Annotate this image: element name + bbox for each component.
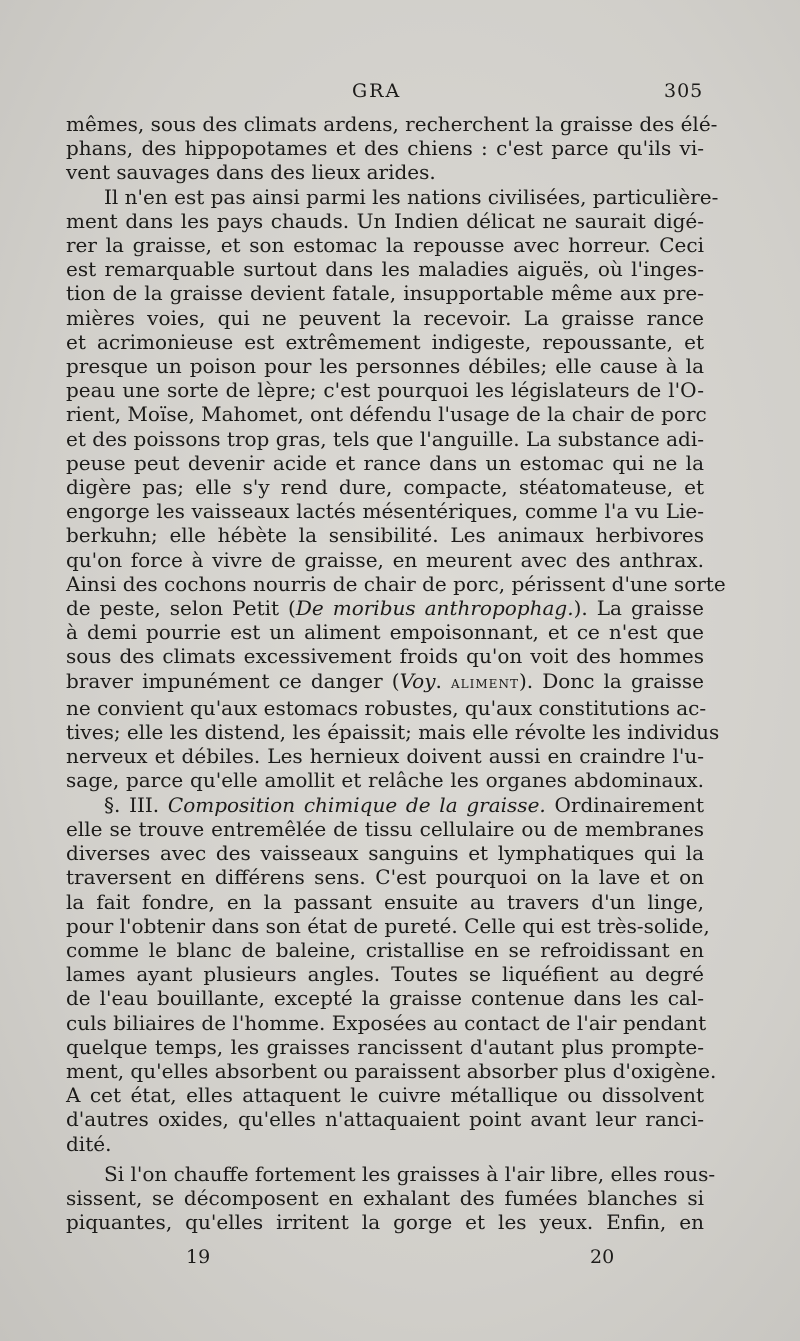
text-line: et acrimonieuse est extrêmement indigeste, repoussante, et — [66, 329, 704, 354]
text-line: engorge les vaisseaux lactés mésentériques, comme l'a vu Lie- — [66, 499, 704, 524]
text-segment: de peste, selon Petit ( — [66, 596, 296, 621]
text-line: A cet état, elles attaquent le cuivre métallique ou dissolvent — [66, 1083, 704, 1108]
text-line: quelque temps, les graisses rancissent d'autant plus prompte- — [66, 1034, 704, 1059]
text-segment: braver impunément ce danger ( — [66, 668, 400, 693]
text-line: peau une sorte de lèpre; c'est pourquoi les législateurs de l'O- — [66, 378, 704, 403]
text-line: berkuhn; elle hébète la sensibilité. Les animaux herbivores — [66, 523, 704, 548]
text-line: Si l'on chauffe fortement les graisses à l'air libre, elles rous- — [104, 1161, 716, 1186]
text-line: nerveux et débiles. Les hernieux doivent aussi en craindre l'u- — [66, 744, 704, 769]
italic-reference: Voy — [399, 668, 436, 693]
text-line: d'autres oxides, qu'elles n'attaquaient point avant leur ranci- — [66, 1107, 704, 1132]
text-line: pour l'obtenir dans son état de pureté. Celle qui est très-solide, — [66, 913, 710, 938]
cross-reference: ALIMENT — [451, 676, 519, 691]
text-line: diverses avec des vaisseaux sanguins et lymphatiques qui la — [66, 841, 704, 866]
text-line: rient, Moïse, Mahomet, ont défendu l'usage de la chair de porc — [66, 402, 707, 427]
text-line: lames ayant plusieurs angles. Toutes se liquéfient au degré — [66, 962, 704, 987]
text-line: Il n'en est pas ainsi parmi les nations civilisées, particulière- — [104, 184, 719, 209]
text-line: vent sauvages dans des lieux arides. — [66, 160, 436, 185]
body-text — [66, 112, 726, 1235]
section-title: Composition chimique de la graisse. — [167, 792, 546, 817]
text-line: sissent, se décomposent en exhalant des fumées blanches si — [66, 1185, 704, 1210]
text-segment: ). Donc la graisse — [518, 668, 704, 693]
text-line: dité. — [66, 1131, 112, 1156]
text-segment: . — [435, 668, 452, 693]
italic-citation: De moribus anthropophag. — [295, 596, 574, 621]
section-number: §. III. — [104, 792, 168, 817]
text-line: comme le blanc de baleine, cristallise en se refroidissant en — [66, 937, 704, 962]
text-line: de l'eau bouillante, excepté la graisse contenue dans les cal- — [66, 986, 704, 1011]
text-line: traversent en différens sens. C'est pourquoi on la lave et on — [66, 865, 704, 890]
text-line: presque un poison pour les personnes débiles; elle cause à la — [66, 354, 704, 379]
text-line: sage, parce qu'elle amollit et relâche les organes abdominaux. — [66, 768, 704, 793]
page-header — [0, 80, 800, 110]
text-line: tives; elle les distend, les épaissit; mais elle révolte les individus — [66, 720, 720, 745]
text-segment: Ordinairement — [545, 792, 704, 817]
text-line — [66, 596, 704, 620]
page-number: 305 — [664, 80, 704, 102]
text-line: culs biliaires de l'homme. Exposées au contact de l'air pendant — [66, 1010, 707, 1035]
signature-mark: 19 — [186, 1246, 211, 1268]
text-line: ment dans les pays chauds. Un Indien délicat ne saurait digé- — [66, 208, 704, 233]
section-heading-line — [66, 793, 704, 817]
text-line: ment, qu'elles absorbent ou paraissent absorber plus d'oxigène. — [66, 1058, 717, 1083]
text-line: tion de la graisse devient fatale, insupportable même aux pre- — [66, 281, 704, 306]
text-line: à demi pourrie est un aliment empoisonnant, et ce n'est que — [66, 620, 704, 645]
text-line: piquantes, qu'elles irritent la gorge et les yeux. Enfin, en — [66, 1210, 704, 1235]
text-line: rer la graisse, et son estomac la repousse avec horreur. Ceci — [66, 233, 704, 258]
text-line: Ainsi des cochons nourris de chair de porc, périssent d'une sorte — [66, 571, 726, 596]
running-head: GRA — [352, 80, 402, 102]
text-line: phans, des hippopotames et des chiens : c'est parce qu'ils vi- — [66, 136, 704, 161]
text-line: ne convient qu'aux estomacs robustes, qu'aux constitutions ac- — [66, 695, 707, 720]
text-line: la fait fondre, en la passant ensuite au travers d'un linge, — [66, 889, 704, 914]
text-line: mêmes, sous des climats ardens, recherchent la graisse des élé- — [66, 112, 718, 136]
text-line: sous des climats excessivement froids qu'on voit des hommes — [66, 644, 704, 669]
page-footer — [0, 1246, 800, 1276]
catchword: 20 — [590, 1246, 615, 1268]
text-line: digère pas; elle s'y rend dure, compacte, stéatomateuse, et — [66, 475, 704, 500]
text-line: qu'on force à vivre de graisse, en meurent avec des anthrax. — [66, 547, 704, 572]
text-line: peuse peut devenir acide et rance dans un estomac qui ne la — [66, 450, 704, 475]
text-line: et des poissons trop gras, tels que l'anguille. La substance adi- — [66, 426, 704, 451]
text-segment: ). La graisse — [573, 596, 704, 621]
text-line: elle se trouve entremêlée de tissu cellulaire ou de membranes — [66, 816, 704, 841]
text-line — [66, 669, 704, 696]
text-line: mières voies, qui ne peuvent la recevoir. La graisse rance — [66, 305, 704, 330]
text-line: est remarquable surtout dans les maladies aiguës, où l'inges- — [66, 257, 704, 282]
